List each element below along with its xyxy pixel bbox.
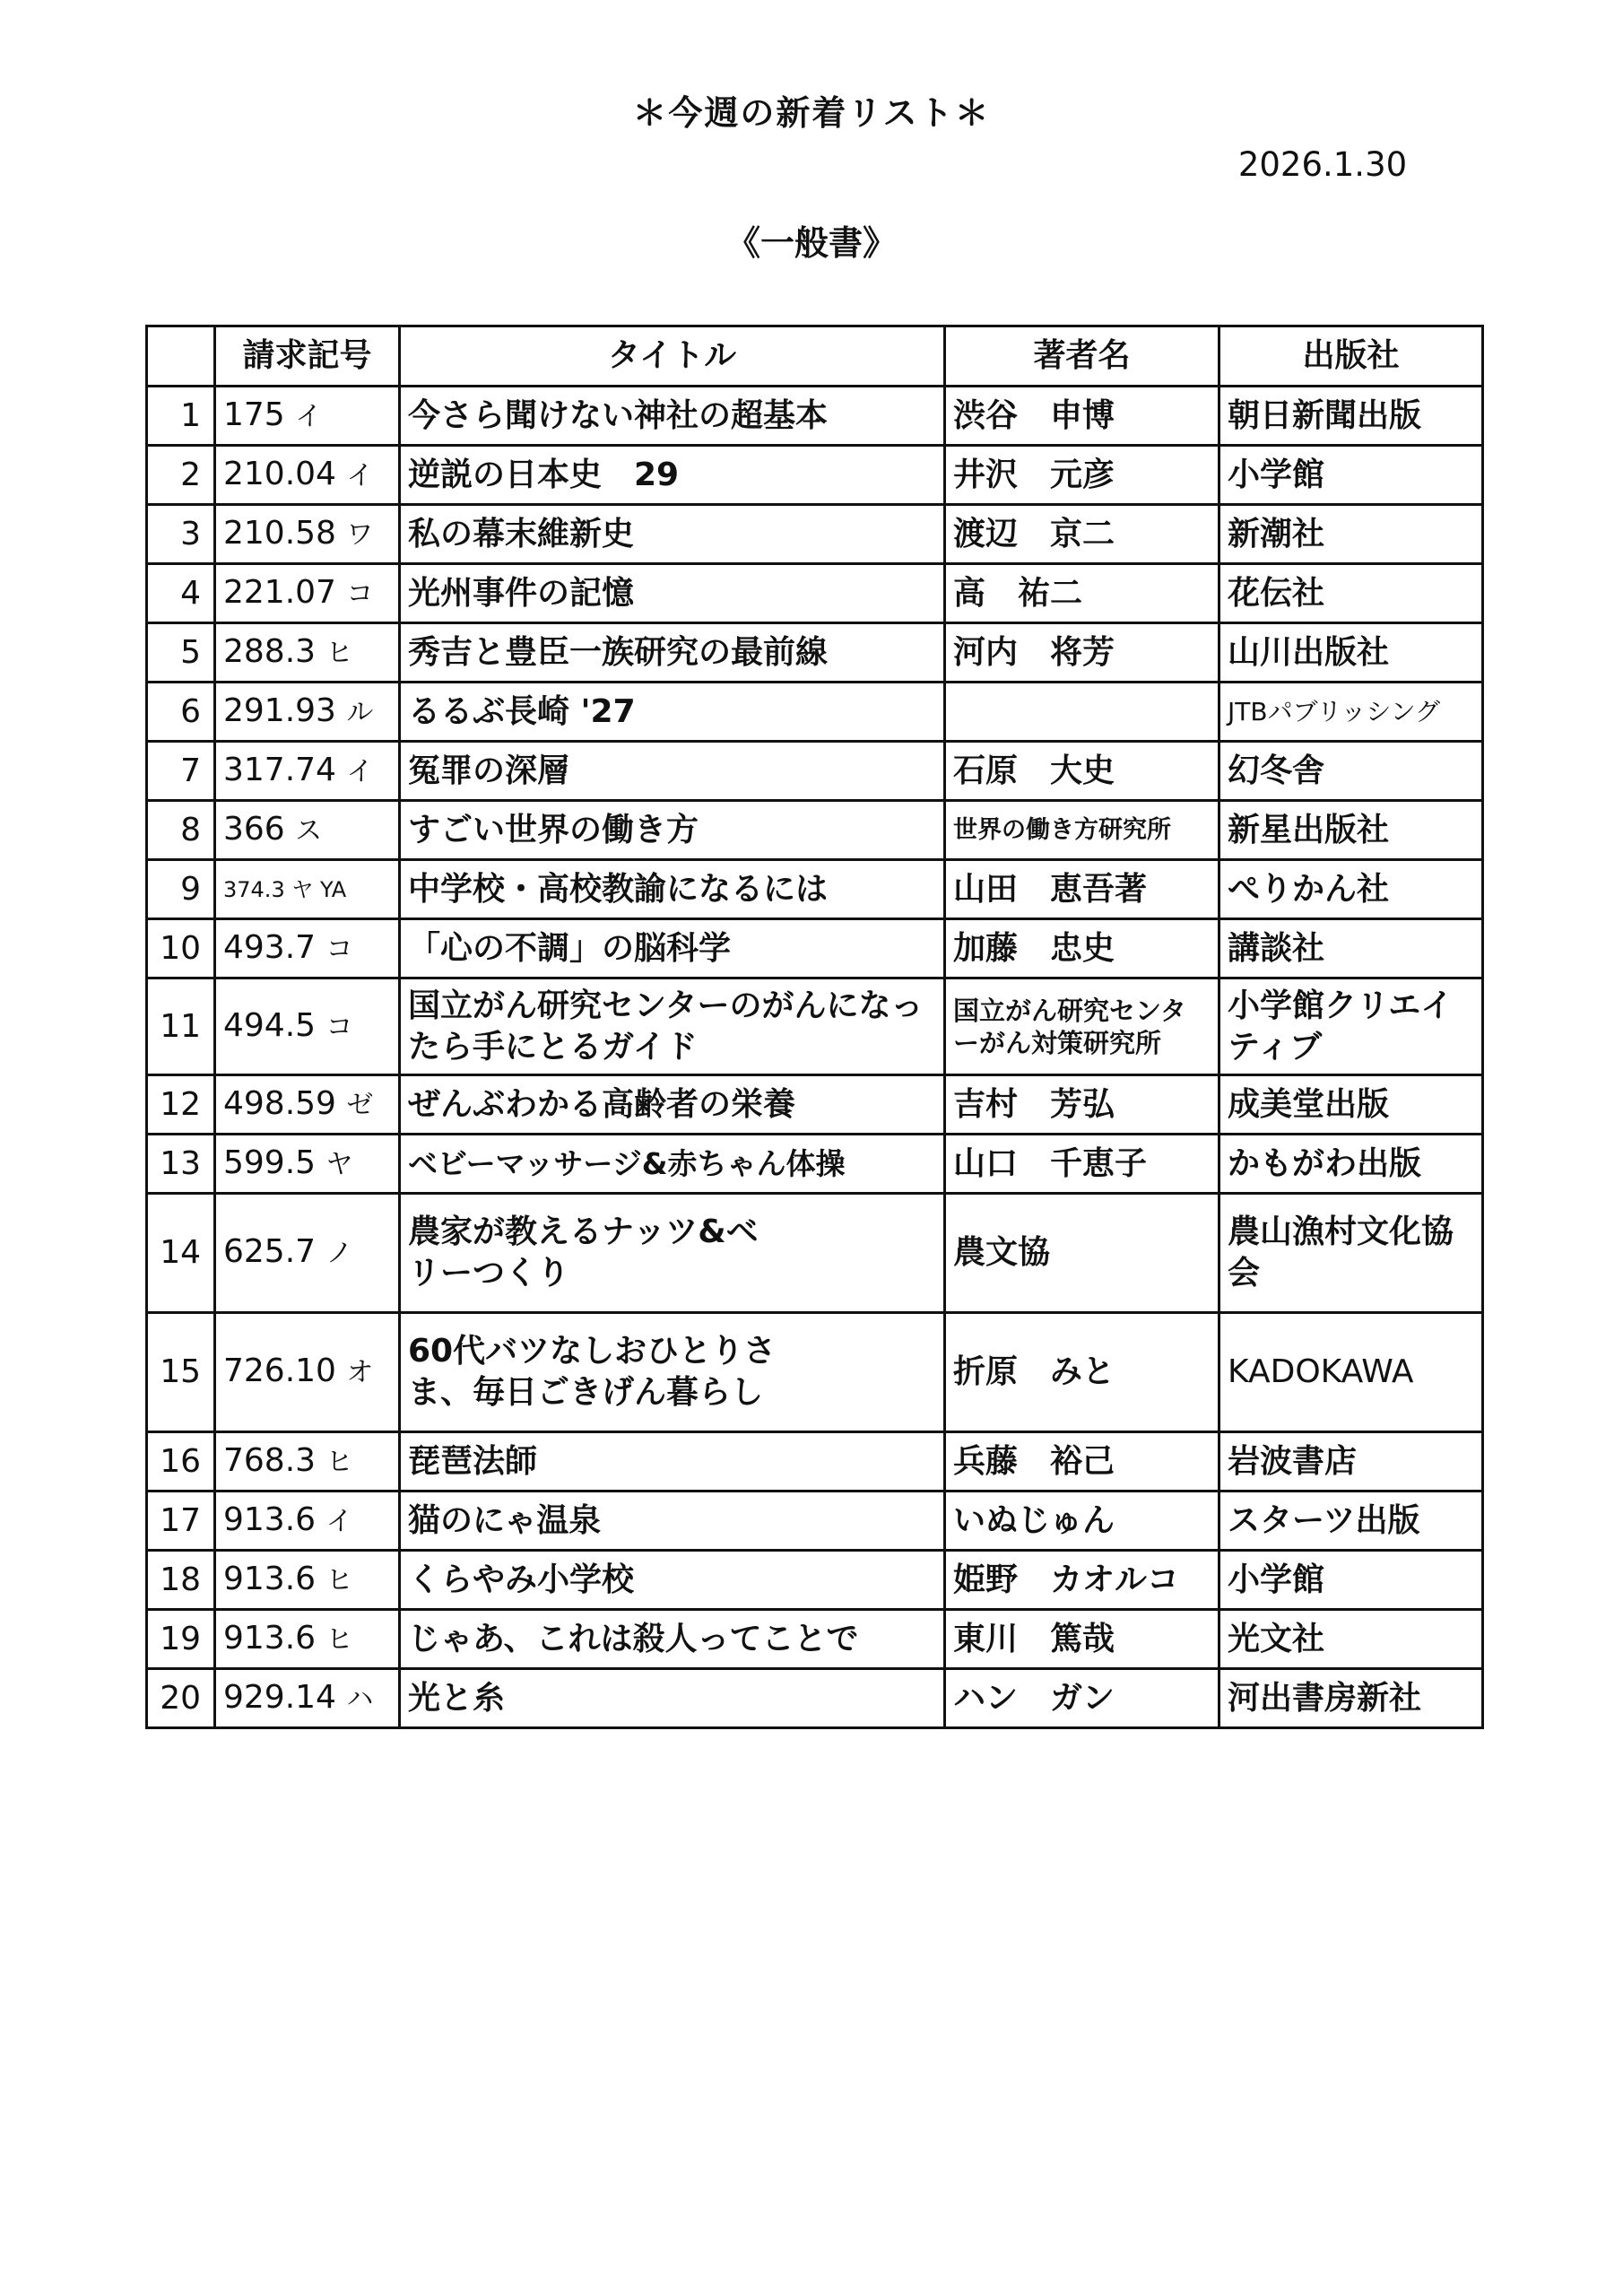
- book-title: 光と糸: [400, 1669, 945, 1728]
- row-number: 15: [147, 1313, 215, 1432]
- call-number-class: 498.59: [223, 1084, 336, 1122]
- book-title: ベビーマッサージ&赤ちゃん体操: [400, 1135, 945, 1194]
- column-header-publisher: 出版社: [1219, 326, 1483, 387]
- call-number-kana: ヤ: [325, 1148, 353, 1180]
- table-row: [147, 860, 1483, 919]
- call-number: [215, 1610, 400, 1669]
- call-number-class: 599.5: [223, 1144, 317, 1181]
- call-number: [215, 1551, 400, 1610]
- row-number: 11: [147, 978, 215, 1075]
- call-number: [215, 1194, 400, 1313]
- table-row: [147, 564, 1483, 623]
- call-number-class: 493.7: [223, 928, 317, 966]
- row-number: 17: [147, 1492, 215, 1551]
- row-number: 10: [147, 919, 215, 978]
- row-number: 4: [147, 564, 215, 623]
- book-title: 秀吉と豊臣一族研究の最前線: [400, 623, 945, 683]
- book-author: 世界の働き方研究所: [945, 801, 1219, 860]
- call-number-kana: イ: [346, 459, 374, 491]
- call-number-class: 913.6: [223, 1500, 317, 1538]
- row-number: 6: [147, 683, 215, 742]
- call-number-class: 175: [223, 396, 285, 433]
- book-title: 60代バツなしおひとりさま、毎日ごきげん暮らし: [400, 1313, 945, 1432]
- table-row: [147, 1313, 1483, 1432]
- column-header-no: [147, 326, 215, 387]
- call-number: [215, 564, 400, 623]
- table-row: [147, 623, 1483, 683]
- row-number: 1: [147, 387, 215, 446]
- book-publisher: KADOKAWA: [1219, 1313, 1483, 1432]
- call-number-kana: ス: [295, 814, 323, 847]
- table-row: [147, 683, 1483, 742]
- book-publisher: 農山漁村文化協会: [1219, 1194, 1483, 1313]
- row-number: 2: [147, 446, 215, 505]
- book-title: 「心の不調」の脳科学: [400, 919, 945, 978]
- call-number-class: 210.04: [223, 455, 336, 492]
- call-number-kana: ヒ: [325, 1446, 353, 1478]
- row-number: 9: [147, 860, 215, 919]
- book-author: ハン ガン: [945, 1669, 1219, 1728]
- book-author: 加藤 忠史: [945, 919, 1219, 978]
- book-author: いぬじゅん: [945, 1492, 1219, 1551]
- call-number: [215, 1669, 400, 1728]
- call-number: [215, 919, 400, 978]
- call-number: [215, 683, 400, 742]
- call-number-kana: イ: [325, 1505, 353, 1537]
- new-books-table: [145, 325, 1484, 1729]
- call-number: [215, 1135, 400, 1194]
- row-number: 14: [147, 1194, 215, 1313]
- book-title: 農家が教えるナッツ&ベリーつくり: [400, 1194, 945, 1313]
- call-number-class: 288.3: [223, 632, 317, 670]
- book-author: 農文協: [945, 1194, 1219, 1313]
- row-number: 3: [147, 505, 215, 564]
- book-author: [945, 683, 1219, 742]
- section-heading: 《一般書》: [725, 223, 897, 263]
- book-title: 今さら聞けない神社の超基本: [400, 387, 945, 446]
- table-row: [147, 1432, 1483, 1492]
- book-title: 中学校・高校教諭になるには: [400, 860, 945, 919]
- book-publisher: スターツ出版: [1219, 1492, 1483, 1551]
- call-number-kana: イ: [346, 755, 374, 787]
- book-title: 琵琶法師: [400, 1432, 945, 1492]
- call-number-kana: ゼ: [346, 1089, 374, 1121]
- book-title: じゃあ、これは殺人ってことで: [400, 1610, 945, 1669]
- call-number-kana: コ: [346, 578, 374, 610]
- call-number-class: 221.07: [223, 573, 336, 611]
- table-row: [147, 1551, 1483, 1610]
- call-number-class: 625.7: [223, 1233, 317, 1270]
- call-number-kana: ル: [346, 696, 374, 728]
- book-publisher: ぺりかん社: [1219, 860, 1483, 919]
- table-row: [147, 446, 1483, 505]
- call-number: [215, 742, 400, 801]
- call-number-class: 768.3: [223, 1441, 317, 1479]
- book-author: 姫野 カオルコ: [945, 1551, 1219, 1610]
- call-number-kana: ヒ: [325, 1623, 353, 1656]
- call-number-kana: ノ: [325, 1238, 353, 1269]
- call-number-kana: ワ: [346, 518, 374, 551]
- table-row: [147, 1194, 1483, 1313]
- row-number: 5: [147, 623, 215, 683]
- book-author: 石原 大史: [945, 742, 1219, 801]
- book-author: 渡辺 京二: [945, 505, 1219, 564]
- table-header-row: [147, 326, 1483, 387]
- book-publisher: 花伝社: [1219, 564, 1483, 623]
- table-row: [147, 387, 1483, 446]
- call-number: [215, 505, 400, 564]
- book-publisher: 山川出版社: [1219, 623, 1483, 683]
- book-author: 渋谷 申博: [945, 387, 1219, 446]
- call-number-class: 291.93: [223, 691, 336, 729]
- column-header-author: 著者名: [945, 326, 1219, 387]
- call-number-class: 494.5: [223, 1006, 317, 1044]
- book-title: 国立がん研究センターのがんになったら手にとるガイド: [400, 978, 945, 1075]
- row-number: 20: [147, 1669, 215, 1728]
- book-title: るるぶ長崎 '27: [400, 683, 945, 742]
- call-number-kana: オ: [346, 1357, 374, 1388]
- table-row: [147, 1669, 1483, 1728]
- table-row: [147, 742, 1483, 801]
- book-publisher: 河出書房新社: [1219, 1669, 1483, 1728]
- call-number-class: 913.6: [223, 1560, 317, 1597]
- book-author: 山口 千恵子: [945, 1135, 1219, 1194]
- call-number-class: 913.6: [223, 1619, 317, 1657]
- book-publisher: 小学館: [1219, 1551, 1483, 1610]
- call-number: [215, 387, 400, 446]
- call-number: [215, 801, 400, 860]
- book-author: 兵藤 裕己: [945, 1432, 1219, 1492]
- row-number: 16: [147, 1432, 215, 1492]
- call-number: [215, 1492, 400, 1551]
- table-row: [147, 978, 1483, 1075]
- book-title: 私の幕末維新史: [400, 505, 945, 564]
- book-title: 逆説の日本史 29: [400, 446, 945, 505]
- book-author: 折原 みと: [945, 1313, 1219, 1432]
- call-number: [215, 623, 400, 683]
- column-header-call-number: 請求記号: [215, 326, 400, 387]
- table-row: [147, 801, 1483, 860]
- call-number-kana: ハ: [346, 1683, 374, 1715]
- book-publisher: 光文社: [1219, 1610, 1483, 1669]
- book-title: ぜんぶわかる高齢者の栄養: [400, 1075, 945, 1135]
- book-publisher: 岩波書店: [1219, 1432, 1483, 1492]
- call-number-kana: コ: [325, 933, 353, 965]
- call-number-kana: イ: [295, 400, 323, 432]
- call-number: [215, 1313, 400, 1432]
- row-number: 12: [147, 1075, 215, 1135]
- table-row: [147, 1135, 1483, 1194]
- book-author: 高 祐二: [945, 564, 1219, 623]
- call-number: [215, 1432, 400, 1492]
- call-number-class: 210.58: [223, 514, 336, 552]
- call-number-class: 726.10: [223, 1352, 336, 1389]
- book-publisher: 朝日新聞出版: [1219, 387, 1483, 446]
- list-date: 2026.1.30: [1237, 145, 1408, 184]
- table-row: [147, 919, 1483, 978]
- book-publisher: 成美堂出版: [1219, 1075, 1483, 1135]
- book-title: 冤罪の深層: [400, 742, 945, 801]
- book-publisher: 幻冬舎: [1219, 742, 1483, 801]
- book-publisher: JTBパブリッシング: [1219, 683, 1483, 742]
- row-number: 7: [147, 742, 215, 801]
- book-author: 東川 篤哉: [945, 1610, 1219, 1669]
- table-row: [147, 505, 1483, 564]
- row-number: 13: [147, 1135, 215, 1194]
- call-number: [215, 446, 400, 505]
- book-title: くらやみ小学校: [400, 1551, 945, 1610]
- call-number-kana: ヒ: [325, 1564, 353, 1596]
- book-publisher: 新星出版社: [1219, 801, 1483, 860]
- call-number-class: 929.14: [223, 1678, 336, 1716]
- call-number-kana: コ: [325, 1011, 353, 1043]
- book-publisher: 小学館: [1219, 446, 1483, 505]
- book-publisher: 講談社: [1219, 919, 1483, 978]
- table-row: [147, 1075, 1483, 1135]
- call-number: [215, 860, 400, 919]
- row-number: 18: [147, 1551, 215, 1610]
- call-number-kana: ヒ: [325, 637, 353, 669]
- book-author: 山田 恵吾著: [945, 860, 1219, 919]
- call-number-class: 317.74: [223, 751, 336, 788]
- table-row: [147, 1610, 1483, 1669]
- book-title: 猫のにゃ温泉: [400, 1492, 945, 1551]
- table-row: [147, 1492, 1483, 1551]
- book-title: すごい世界の働き方: [400, 801, 945, 860]
- book-publisher: 小学館クリエイティブ: [1219, 978, 1483, 1075]
- book-publisher: 新潮社: [1219, 505, 1483, 564]
- column-header-title: タイトル: [400, 326, 945, 387]
- call-number-class: 374.3 ヤ YA: [223, 876, 347, 902]
- book-publisher: かもがわ出版: [1219, 1135, 1483, 1194]
- book-title: 光州事件の記憶: [400, 564, 945, 623]
- page-title: ＊今週の新着リスト＊: [632, 93, 991, 133]
- book-author: 井沢 元彦: [945, 446, 1219, 505]
- call-number: [215, 1075, 400, 1135]
- call-number: [215, 978, 400, 1075]
- row-number: 19: [147, 1610, 215, 1669]
- book-author: 河内 将芳: [945, 623, 1219, 683]
- call-number-class: 366: [223, 810, 285, 848]
- book-author: 国立がん研究センターがん対策研究所: [945, 978, 1219, 1075]
- row-number: 8: [147, 801, 215, 860]
- book-author: 吉村 芳弘: [945, 1075, 1219, 1135]
